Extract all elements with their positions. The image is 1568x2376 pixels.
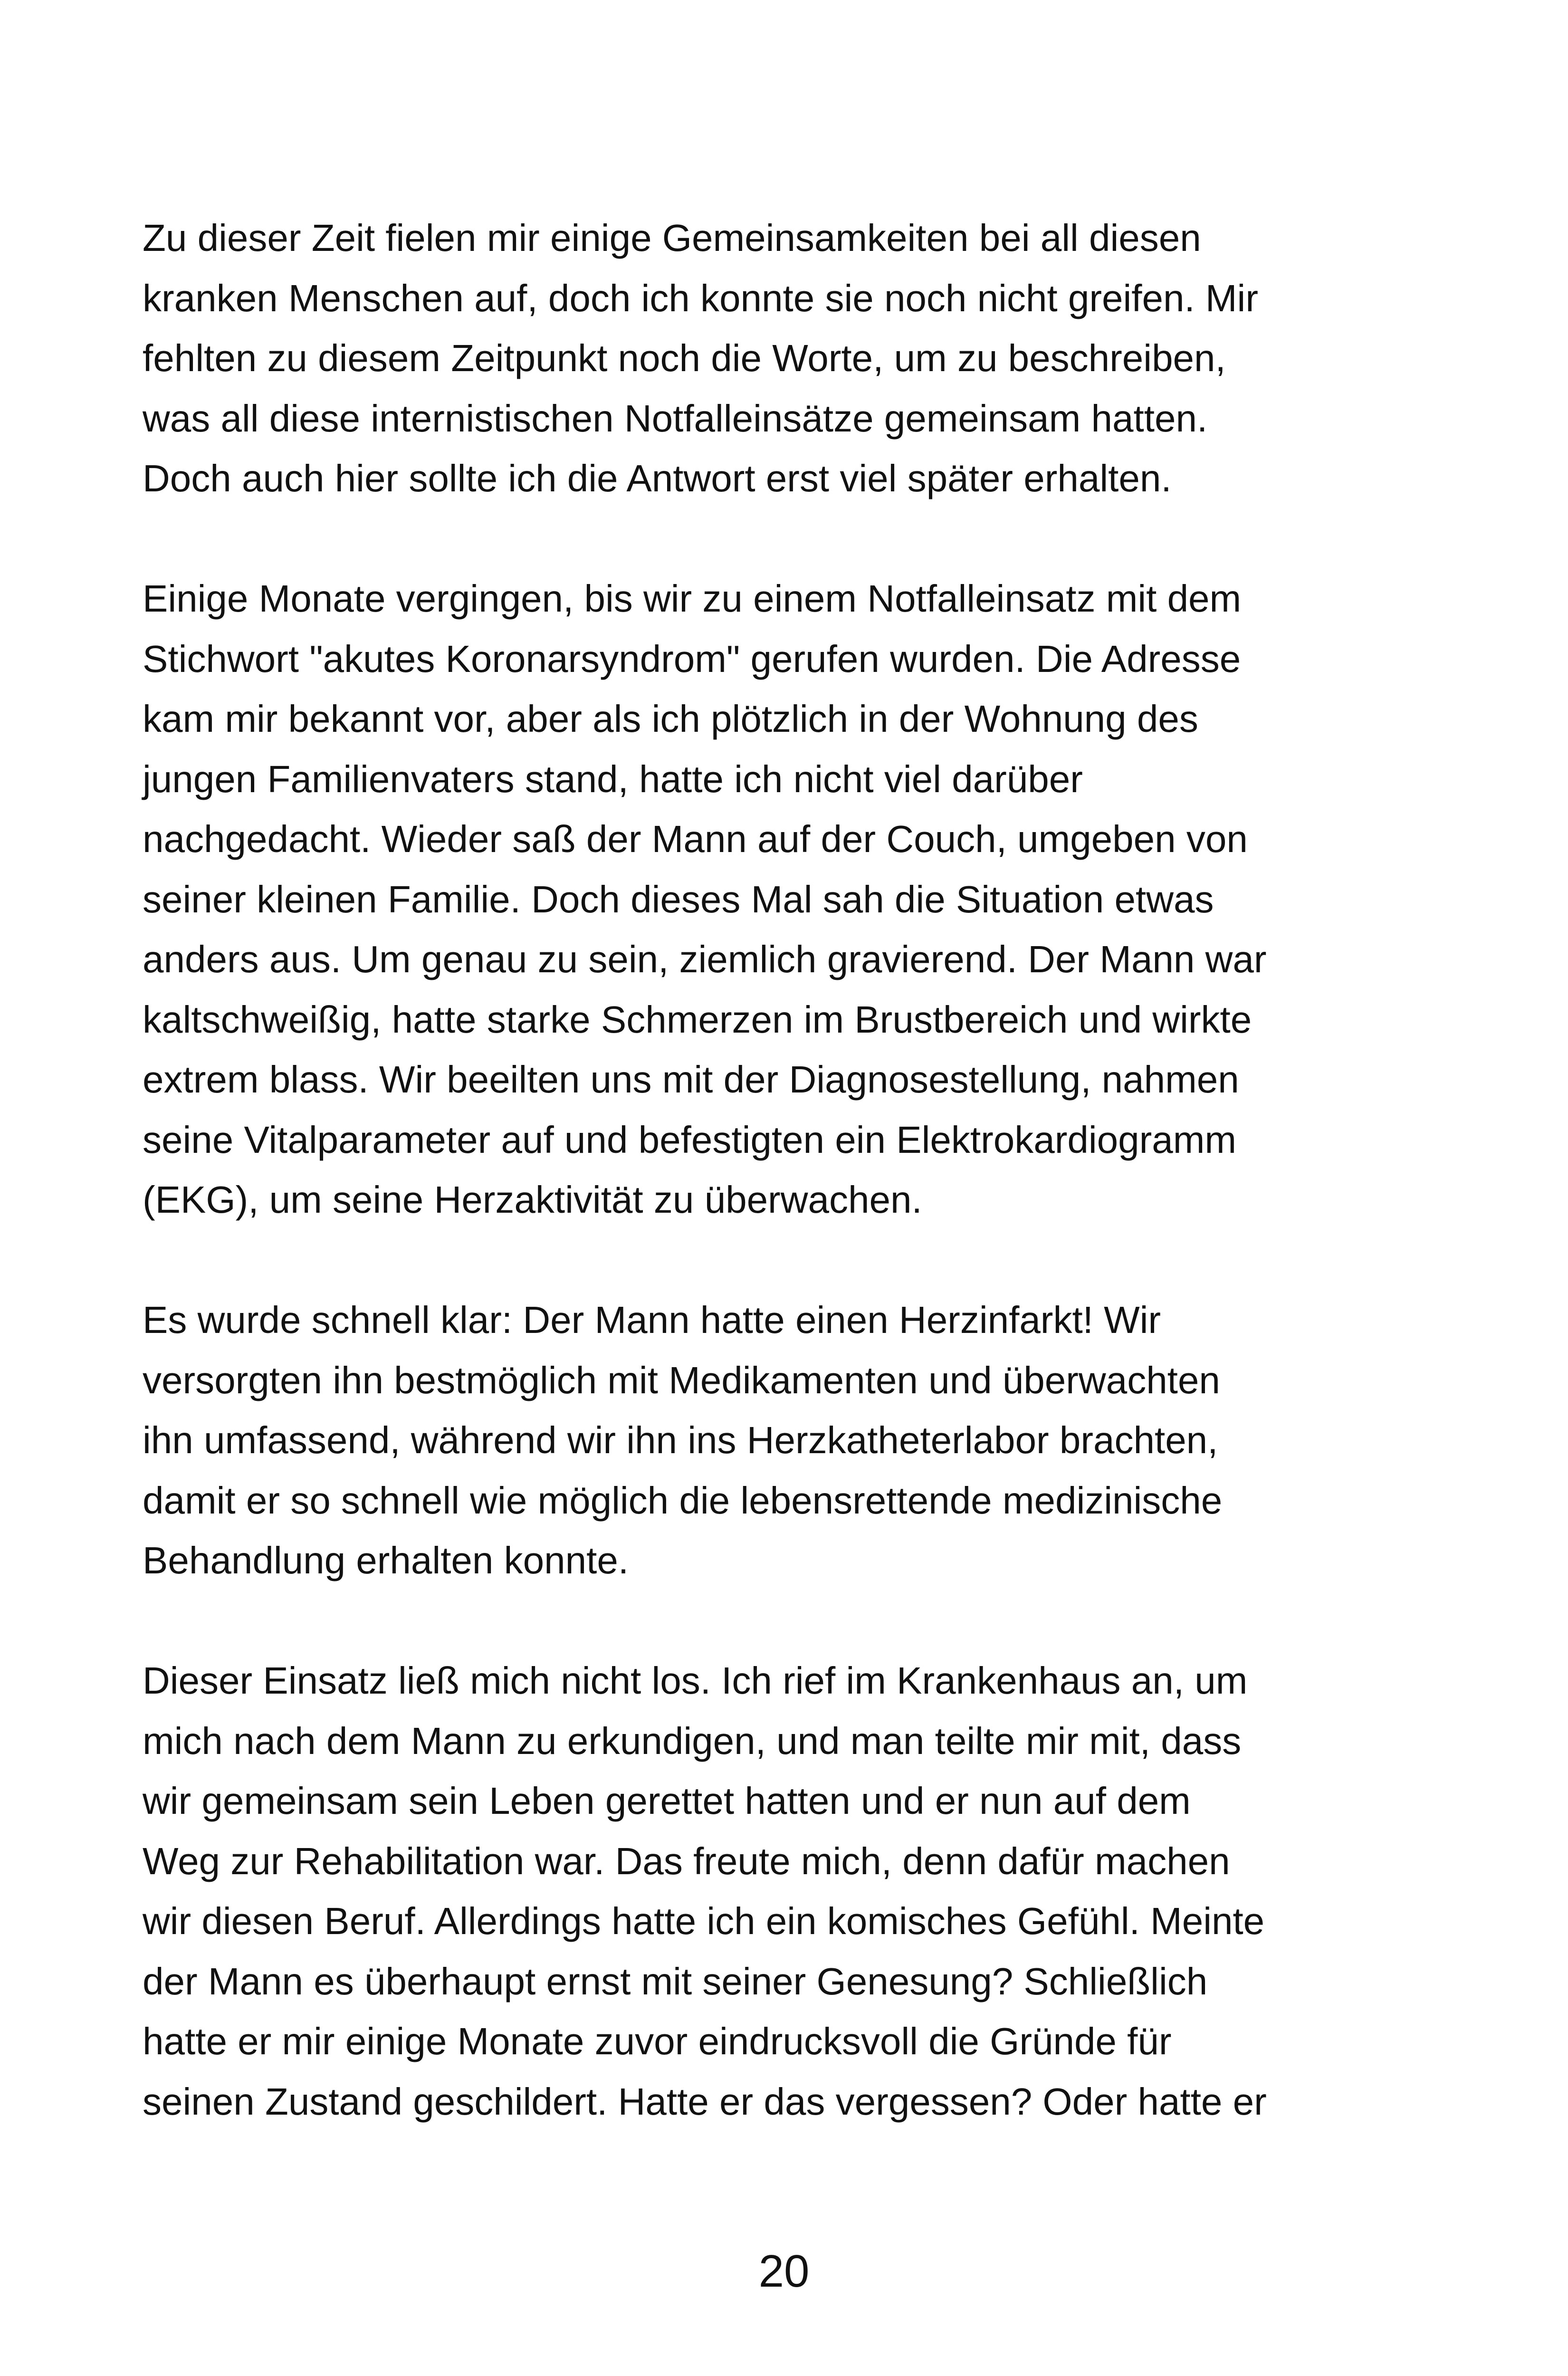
paragraph-2 (143, 569, 1482, 1230)
text-line: wir gemeinsam sein Leben gerettet hatten und er nun auf dem (143, 1780, 1191, 1822)
text-line: Doch auch hier sollte ich die Antwort erst viel später erhalten. (143, 457, 1172, 499)
text-line: (EKG), um seine Herzaktivität zu überwachen. (143, 1178, 922, 1221)
text-line: mich nach dem Mann zu erkundigen, und man teilte mir mit, dass (143, 1719, 1242, 1762)
paragraph-spacer (143, 1591, 1482, 1651)
page-number: 20 (758, 2246, 810, 2297)
text-line: extrem blass. Wir beeilten uns mit der Diagnosestellung, nahmen (143, 1058, 1239, 1101)
text-line: kranken Menschen auf, doch ich konnte sie noch nicht greifen. Mir (143, 277, 1258, 319)
text-line: seiner kleinen Familie. Doch dieses Mal sah die Situation etwas (143, 878, 1214, 920)
text-line: versorgten ihn bestmöglich mit Medikamenten und überwachten (143, 1359, 1220, 1401)
text-line: anders aus. Um genau zu sein, ziemlich gravierend. Der Mann war (143, 938, 1267, 980)
body-text (143, 208, 1482, 2132)
text-line: nachgedacht. Wieder saß der Mann auf der Couch, umgeben von (143, 818, 1248, 860)
paragraph-spacer (143, 509, 1482, 569)
text-line: seinen Zustand geschildert. Hatte er das vergessen? Oder hatte er (143, 2080, 1267, 2123)
text-line: Stichwort "akutes Koronarsyndrom" gerufen wurden. Die Adresse (143, 637, 1241, 680)
text-line: der Mann es überhaupt ernst mit seiner Genesung? Schließlich (143, 1960, 1208, 2002)
text-line: fehlten zu diesem Zeitpunkt noch die Worte, um zu beschreiben, (143, 337, 1226, 379)
text-line: Dieser Einsatz ließ mich nicht los. Ich rief im Krankenhaus an, um (143, 1659, 1248, 1702)
paragraph-spacer (143, 1230, 1482, 1291)
paragraph-3 (143, 1290, 1482, 1591)
text-line: hatte er mir einige Monate zuvor eindrucksvoll die Gründe für (143, 2020, 1172, 2062)
text-line: Behandlung erhalten konnte. (143, 1539, 629, 1581)
text-line: Einige Monate vergingen, bis wir zu einem Notfalleinsatz mit dem (143, 577, 1242, 620)
text-line: Weg zur Rehabilitation war. Das freute mich, denn dafür machen (143, 1839, 1230, 1882)
text-line: kam mir bekannt vor, aber als ich plötzlich in der Wohnung des (143, 698, 1198, 740)
text-line: wir diesen Beruf. Allerdings hatte ich ein komisches Gefühl. Meinte (143, 1900, 1265, 1942)
text-line: seine Vitalparameter auf und befestigten ein Elektrokardiogramm (143, 1118, 1237, 1161)
text-line: damit er so schnell wie möglich die lebensrettende medizinische (143, 1479, 1223, 1522)
text-line: Zu dieser Zeit fielen mir einige Gemeinsamkeiten bei all diesen (143, 217, 1201, 259)
text-line: Es wurde schnell klar: Der Mann hatte einen Herzinfarkt! Wir (143, 1299, 1161, 1341)
paragraph-1 (143, 208, 1482, 509)
text-line: was all diese internistischen Notfalleinsätze gemeinsam hatten. (143, 397, 1208, 440)
text-line: kaltschweißig, hatte starke Schmerzen im Brustbereich und wirkte (143, 998, 1252, 1041)
text-line: ihn umfassend, während wir ihn ins Herzkatheterlabor brachten, (143, 1419, 1218, 1461)
text-line: jungen Familienvaters stand, hatte ich nicht viel darüber (143, 757, 1083, 800)
paragraph-4 (143, 1651, 1482, 2132)
